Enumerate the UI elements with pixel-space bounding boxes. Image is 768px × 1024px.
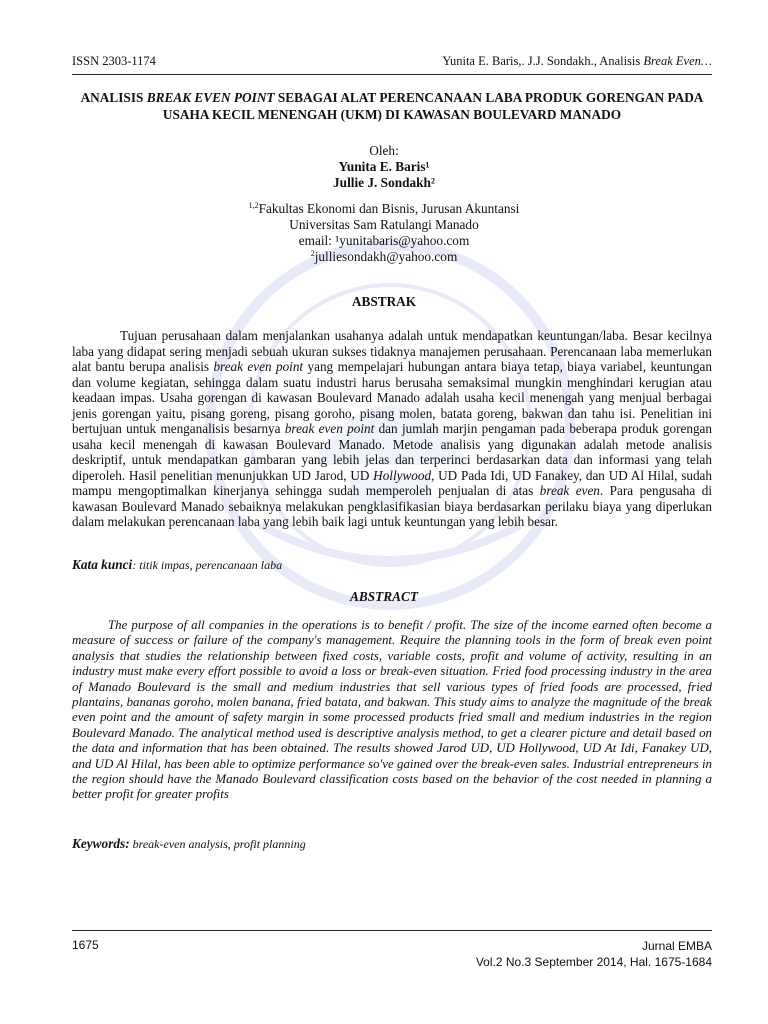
header-rule: [72, 74, 712, 75]
abstrak-heading: ABSTRAK: [351, 294, 417, 309]
page-number: 1675: [72, 938, 99, 952]
abstract-heading: ABSTRACT: [350, 589, 418, 604]
journal-name: Jurnal EMBA: [641, 939, 712, 953]
author-name-2: Jullie J. Sondakh²: [333, 175, 435, 190]
page-footer: [72, 930, 712, 970]
kata-kunci-value: : titik impas, perencanaan laba: [132, 558, 283, 572]
journal-info: [476, 938, 712, 970]
email-line-1[interactable]: email: ¹yunitabaris@yahoo.com: [298, 233, 470, 248]
author-block: [184, 143, 584, 191]
kata-kunci-label: Kata kunci: [72, 557, 133, 572]
footer-rule: [72, 930, 712, 931]
paper-title: ANALISIS BREAK EVEN POINT SEBAGAI ALAT PERENCANAAN LABA PRODUK GORENGAN PADA USAHA KECIL MENENGAH (UKM) DI KAWASAN BOULEVARD MANADO: [80, 90, 704, 122]
author-name-1: Yunita E. Baris¹: [338, 159, 430, 174]
abstrak-body: Tujuan perusahaan dalam menjalankan usahanya adalah untuk mendapatkan keuntungan/laba. Besar kecilnya laba yang didapat sering menjadi sebuah ukuran sukses tidaknya manajemen perusahaan. Perencanaan laba memerlukan alat bantu berupa analisis break even point yang mempelajari hubungan antara biaya tetap, biaya variabel, keuntungan dan volume kegiatan, sehingga dalam suatu industri harus berusaha semaksimal mungkin menghindari kerugian atau keadaan impas. Usaha gorengan di kawasan Boulevard Manado adalah usaha kecil menengah yang menjual berbagai jenis gorengan yaitu, pisang goreng, pisang goroho, pisang molen, batata goreng, bakwan dan tahu isi. Penelitian ini bertujuan untuk menganalisis besarnya break even point dan jumlah marjin pengaman pada beberapa produk gorengan usaha kecil menengah di kawasan Boulevard Manado. Metode analisis yang digunakan adalah metode analisis deskriptif, untuk mendapatkan gambaran yang lebih jelas dan terperinci berdasarkan data dan informasi yang telah diperoleh. Hasil penelitian menunjukkan UD Jarod, UD Hollywood, UD Pada Idi, UD Fanakey, dan UD Al Hilal, sudah mampu mengoptimalkan kinerjanya sehingga sudah memperoleh penjualan di atas break even. Para pengusaha di kawasan Boulevard Manado sebaiknya melakukan pengklasifikasian biaya berdasarkan perilaku biaya yang diperlukan dalam melakukan perencanaan laba yang lebih baik lagi untuk keuntungan yang lebih besar.: [72, 328, 712, 529]
abstract-body: The purpose of all companies in the operations is to benefit / profit. The size of the income earned often become a measure of success or failure of the company's management. Require the planning tools in the form of break even point analysis that studies the relationship between fixed costs, variable costs, profit and volume of activity, resulting in an industry must make every effort possible to avoid a loss or break-even situation. Fried food processing industry in the area of Manado Boulevard is the small and medium industries that sell various types of fried foods are processed, fried plantains, bananas goroho, molen banana, fried batata, and bakwan. This study aims to analyze the magnitude of the break even point and the amount of safety margin in some processed products fried small and medium industries in the region Boulevard Manado. The analytical method used is descriptive analysis method, to get a clearer picture and detail based on the data and information that has been obtained. The results showed Jarod UD, UD Hollywood, UD At Idi, Fanakey UD, and UD Al Hilal, has been able to optimize performance so've gained over the break-even sales. Industrial entrepreneurs in the region should have the Manado Boulevard classification costs based on the behavior of the cost needed in planning a better profit for greater profits: [72, 618, 712, 802]
keywords-label: Keywords:: [72, 836, 130, 851]
keywords-value: break-even analysis, profit planning: [129, 837, 306, 851]
faculty-line: $^{1,2}$Fakultas Ekonomi dan Bisnis, Jurusan Akuntansi: [248, 201, 520, 216]
by-label: Oleh:: [369, 143, 399, 158]
running-header: [72, 54, 712, 72]
email-line-2[interactable]: $^2$julliesondakh@yahoo.com: [310, 249, 458, 264]
journal-volume: Vol.2 No.3 September 2014, Hal. 1675-1684: [475, 955, 712, 969]
keywords-line: [72, 836, 712, 852]
running-title: Yunita E. Baris,. J.J. Sondakh., Analisis Break Even…: [442, 54, 712, 68]
issn-number: ISSN 2303-1174: [72, 54, 156, 68]
university-line: Universitas Sam Ratulangi Manado: [289, 217, 479, 232]
kata-kunci-line: [72, 557, 712, 573]
affiliation-block: [184, 201, 584, 265]
